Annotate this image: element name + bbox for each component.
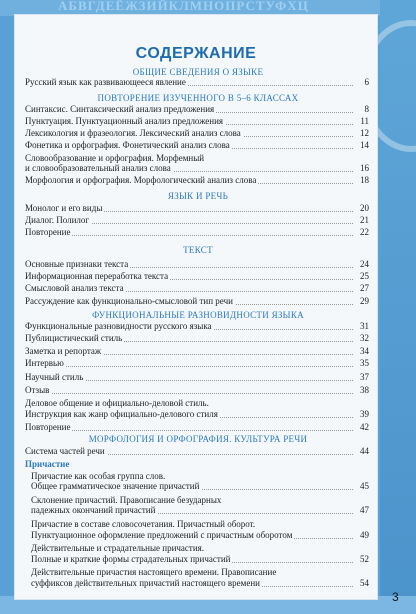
- section-heading: ФУНКЦИОНАЛЬНЫЕ РАЗНОВИДНОСТИ ЯЗЫКА: [92, 310, 304, 320]
- toc-entry[interactable]: Морфология и орфография. Морфологический анализ слова 18: [25, 175, 369, 185]
- toc-entry[interactable]: падежных окончаний причастий 47: [31, 505, 369, 515]
- toc-entry[interactable]: Причастие в составе словосочетания. Причастный оборот.: [31, 519, 256, 529]
- toc-entry[interactable]: Система частей речи 44: [25, 446, 369, 456]
- section-heading: ПОВТОРЕНИЕ ИЗУЧЕННОГО В 5–6 КЛАССАХ: [97, 93, 299, 103]
- toc-entry[interactable]: Интервью 35: [25, 358, 369, 368]
- toc-entry[interactable]: Смысловой анализ текста 27: [25, 283, 369, 293]
- toc-entry[interactable]: Фонетика и орфография. Фонетический анализ слова 14: [25, 140, 369, 150]
- toc-entry[interactable]: Деловое общение и официально-деловой стиль.: [25, 398, 209, 408]
- toc-entry[interactable]: Монолог и его виды 20: [25, 203, 369, 213]
- page-title: СОДЕРЖАНИЕ: [135, 45, 257, 62]
- alphabet-strip-text: АБВГДЕЁЖЗИЙКЛМНОПРСТУФХЦ: [58, 0, 309, 13]
- toc-entry[interactable]: Повторение 42: [25, 422, 369, 432]
- toc-entry[interactable]: Действительные и страдательные причастия.: [31, 543, 205, 553]
- toc-entry[interactable]: Пунктуация. Пунктуационный анализ предложения 11: [25, 116, 369, 126]
- toc-entry[interactable]: Синтаксис. Синтаксический анализ предложения 8: [25, 104, 369, 114]
- toc-entry[interactable]: суффиксов действительных причастий настоящего времени 54: [31, 578, 369, 588]
- toc-entry[interactable]: Публицистический стиль 32: [25, 333, 369, 343]
- page-number: 3: [392, 590, 399, 604]
- toc-entry[interactable]: Русский язык как развивающееся явление 6: [25, 77, 369, 87]
- toc-entry[interactable]: Отзыв 38: [25, 385, 369, 395]
- toc-entry[interactable]: Полные и краткие формы страдательных причастий 52: [31, 554, 369, 564]
- toc-entry[interactable]: Основные признаки текста 24: [25, 259, 369, 269]
- toc-entry[interactable]: Лексикология и фразеология. Лексический анализ слова 12: [25, 128, 369, 138]
- toc-entry[interactable]: Функциональные разновидности русского языка 31: [25, 321, 369, 331]
- toc-entry[interactable]: Общее грамматическое значение причастий 45: [31, 481, 369, 491]
- toc-entry[interactable]: Информационная переработка текста 25: [25, 271, 369, 281]
- toc-entry[interactable]: Склонение причастий. Правописание безударных: [31, 495, 222, 505]
- toc-entry[interactable]: Действительные причастия настоящего времени. Правописание: [31, 567, 277, 577]
- toc-entry[interactable]: и словообразовательный анализ слова 16: [25, 163, 369, 173]
- toc-entry[interactable]: Повторение 22: [25, 227, 369, 237]
- toc-entry[interactable]: Рассуждение как функционально-смысловой тип речи 29: [25, 296, 369, 306]
- section-heading: ТЕКСТ: [183, 245, 213, 255]
- toc-entry[interactable]: Пунктуационное оформление предложений с причастным оборотом 49: [31, 530, 369, 540]
- contents-page: [14, 14, 378, 600]
- toc-entry[interactable]: Научный стиль 37: [25, 372, 369, 382]
- section-heading: МОРФОЛОГИЯ И ОРФОГРАФИЯ. КУЛЬТУРА РЕЧИ: [88, 434, 308, 444]
- toc-entry[interactable]: Инструкция как жанр официально-делового стиля 39: [25, 409, 369, 419]
- section-heading: ЯЗЫК И РЕЧЬ: [167, 191, 229, 201]
- section-heading: ОБЩИЕ СВЕДЕНИЯ О ЯЗЫКЕ: [132, 67, 264, 77]
- subsection-label: Причастие: [25, 459, 70, 469]
- toc-entry[interactable]: Причастие как особая группа слов.: [31, 471, 166, 481]
- toc-entry[interactable]: Диалог. Полилог 21: [25, 215, 369, 225]
- toc-entry[interactable]: Словообразование и орфография. Морфемный: [25, 153, 205, 163]
- toc-entry[interactable]: Заметка и репортаж 34: [25, 346, 369, 356]
